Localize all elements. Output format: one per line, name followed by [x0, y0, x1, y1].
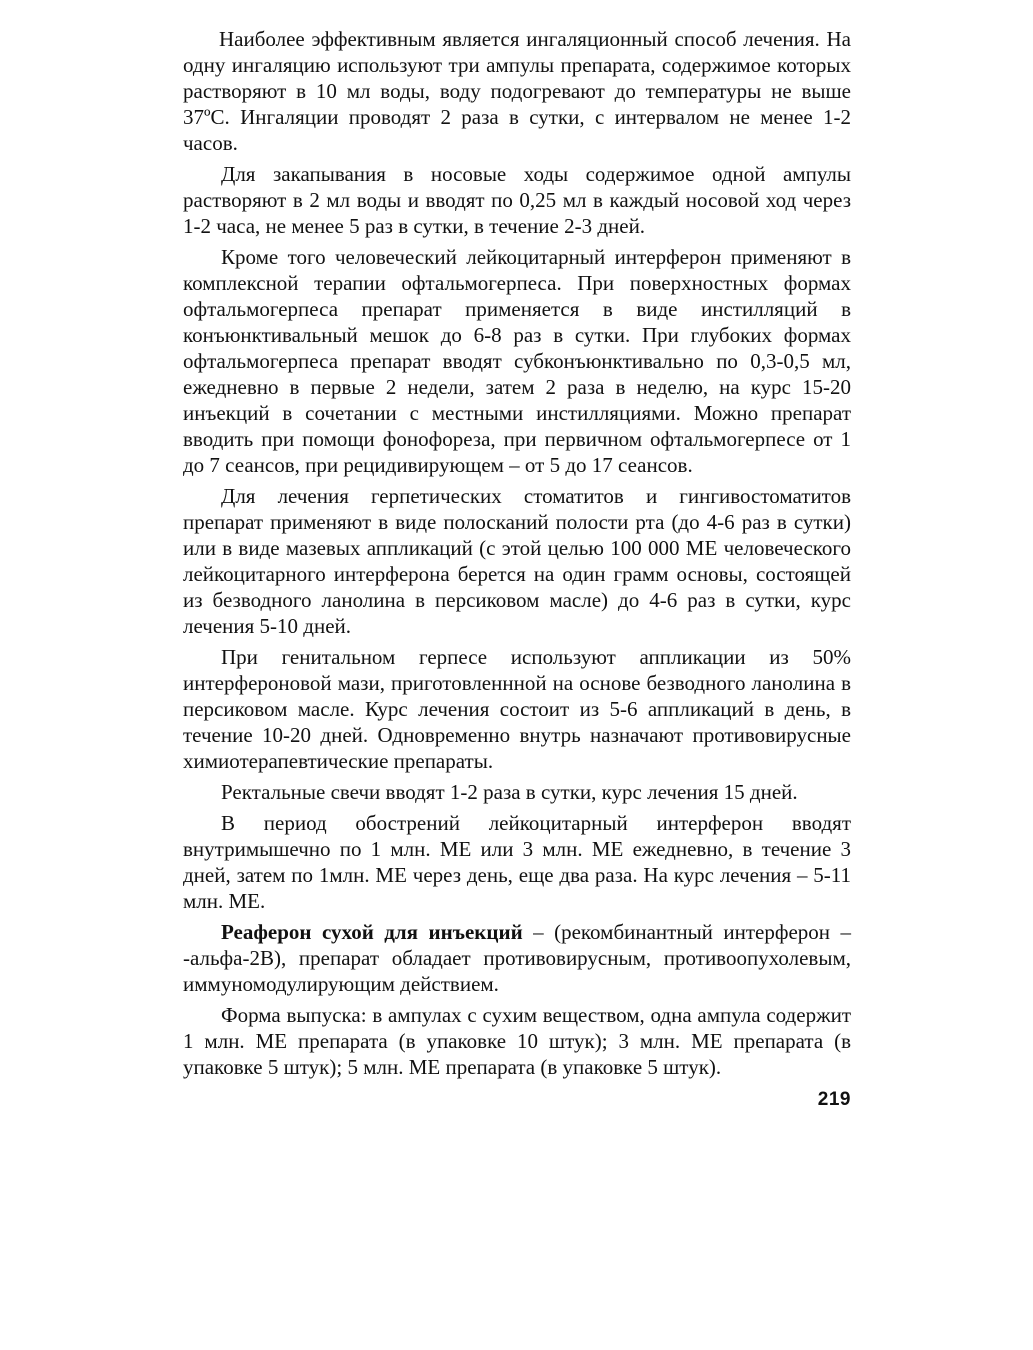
- paragraph-rectal-suppositories: Ректальные свечи вводят 1-2 раза в сутки, курс лечения 15 дней.: [221, 780, 798, 804]
- reaferon-term: Реаферон сухой для инъекций: [221, 920, 523, 944]
- paragraph-stomatitis: Для лечения герпетических стоматитов и гингивостоматитов препарат применяют в виде полосканий полости рта (до 4-6 раз в сутки) или в виде мазевых аппликаций (с этой целью 100 000 МЕ человеческого лейкоцитарного интерферона берется на один грамм основы, состоящей из безводного ланолина в персиковом масле) до 4-6 раз в сутки, курс лечения 5-10 дней.: [183, 484, 851, 638]
- paragraph-reaferon: [183, 919, 851, 997]
- paragraph-nasal-drops: Для закапывания в носовые ходы содержимое одной ампулы растворяют в 2 мл воды и вводят по 0,25 мл в каждый носовой ход через 1-2 часа, не менее 5 раз в сутки, в течение 2-3 дней.: [183, 162, 851, 238]
- reaferon-description: – (рекомбинантный интерферон – -альфа-2В), препарат обладает противовирусным, противоопухолевым, иммуномодулирующим действием.: [183, 920, 851, 996]
- paragraph-genital-herpes: При генитальном герпесе используют аппликации из 50% интерфероновой мази, приготовленнной на основе безводного ланолина в персиковом масле. Курс лечения состоит из 5-6 аппликаций в день, в течение 10-20 дней. Одновременно внутрь назначают противовирусные химиотерапевтические препараты.: [183, 645, 851, 773]
- page-body: [183, 26, 851, 1110]
- page-number: 219: [817, 1089, 851, 1110]
- paragraph-release-form: Форма выпуска: в ампулах с сухим веществом, одна ампула содержит 1 млн. МЕ препарата (в упаковке 10 штук); 3 млн. МЕ препарата (в упаковке 5 штук); 5 млн. МЕ препарата (в упаковке 5 штук).: [183, 1003, 851, 1079]
- paragraph-inhalation: Наиболее эффективным является ингаляционный способ лечения. На одну ингаляцию используют три ампулы препарата, содержимое которых растворяют в 10 мл воды, воду подогревают до температуры не выше 37ºС. Ингаляции проводят 2 раза в сутки, с интервалом не менее 1-2 часов.: [183, 27, 851, 155]
- paragraph-ophthalmic-herpes: Кроме того человеческий лейкоцитарный интерферон применяют в комплексной терапии офтальмогерпеса. При поверхностных формах офтальмогерпеса препарат применяется в виде инстилляций в конъюнктивальный мешок до 6-8 раз в сутки. При глубоких формах офтальмогерпеса препарат вводят субконъюнктивально по 0,3-0,5 мл, ежедневно в первые 2 недели, затем 2 раза в неделю, на курс 15-20 инъекций в сочетании с местными инстилляциями. Можно препарат вводить при помощи фонофореза, при первичном офтальмогерпесе от 1 до 7 сеансов, при рецидивирующем – от 5 до 17 сеансов.: [183, 245, 851, 477]
- paragraph-exacerbation: В период обострений лейкоцитарный интерферон вводят внутримышечно по 1 млн. МЕ или 3 млн. МЕ ежедневно, в течение 3 дней, затем по 1млн. МЕ через день, еще два раза. На курс лечения – 5-11 млн. МЕ.: [183, 811, 851, 913]
